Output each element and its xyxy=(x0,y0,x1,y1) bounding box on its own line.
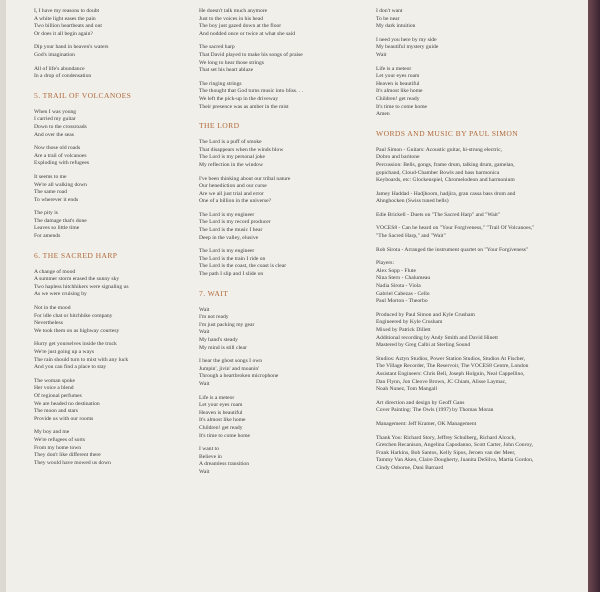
lyric-line: The Lord is the train I ride on xyxy=(199,255,266,262)
lyric-line: Provide us with our rooms xyxy=(34,415,94,422)
lyric-line: Our benediction and our curse xyxy=(199,183,267,190)
lyric-line: The boy just gazed down at the floor xyxy=(199,23,282,30)
lyric-stanza xyxy=(199,307,359,353)
lyric-line: Wait xyxy=(199,380,210,387)
credit-line: Dobro and baritone xyxy=(376,154,420,161)
lyric-line: And over the seas xyxy=(34,131,74,138)
lyric-line: Deep in the valley, elusive xyxy=(199,234,259,241)
lyrics-column-left xyxy=(34,8,184,467)
lyric-line: The Lord is a puff of smoke xyxy=(199,139,262,146)
lyric-line: My boy and me xyxy=(34,429,70,436)
lyric-stanza xyxy=(34,305,184,335)
credit-block xyxy=(376,421,581,429)
lyric-line: Heaven is beautiful xyxy=(376,80,420,87)
credit-line: Gabriel Cabezas - Cello xyxy=(376,290,430,297)
lyric-line: Just to the voices in his head xyxy=(199,15,264,22)
lyric-line: Let your eyes roam xyxy=(199,402,243,409)
lyrics-column-middle xyxy=(199,8,359,477)
lyric-stanza xyxy=(199,358,359,388)
lyric-stanza xyxy=(34,378,184,424)
lyric-line: To wherever it ends xyxy=(34,196,79,203)
credit-line: Nina Stern - Chalumeau xyxy=(376,275,431,282)
lyric-line: For idle chat or hitchhike company xyxy=(34,312,113,319)
lyric-stanza xyxy=(34,145,184,168)
lyric-line: Let your eyes roam xyxy=(376,73,420,80)
lyric-line: And nodded once or twice at what she said xyxy=(199,30,295,37)
credit-line: Percussion: Bells, gongs, frame drum, talking drum, gamelan, xyxy=(376,161,515,168)
lyric-line: That set his heart ablaze xyxy=(199,67,254,74)
section-heading: 7. WAIT xyxy=(199,288,229,298)
credit-block xyxy=(376,225,581,240)
lyric-stanza xyxy=(199,446,359,476)
lyric-line: Or does it all begin again? xyxy=(34,30,93,37)
lyric-line: It's time to come home xyxy=(376,103,428,110)
lyric-stanza xyxy=(34,341,184,371)
lyric-stanza xyxy=(199,212,359,242)
lyric-line: My mind is still clear xyxy=(199,344,247,351)
lyric-line: When I was young xyxy=(34,108,77,115)
lyric-line: Two billion heartbeats and out xyxy=(34,23,102,30)
lyric-line: The moon and stars xyxy=(34,408,78,415)
lyric-line: I, I have my reasons to doubt xyxy=(34,8,100,14)
lyric-line: In a drop of condensation xyxy=(34,73,92,80)
lyric-line: The rain should turn to mist with any luck xyxy=(34,356,129,363)
lyric-line: Wait xyxy=(199,329,210,336)
lyric-line: We long to hear those strings xyxy=(199,59,264,66)
lyric-line: Nevertheless xyxy=(34,320,63,327)
lyric-line: For amends xyxy=(34,233,61,240)
lyric-line: They don't like different there xyxy=(34,452,101,459)
credit-block xyxy=(376,191,581,206)
section-heading: THE LORD xyxy=(199,121,240,131)
lyrics-and-credits-column-right xyxy=(376,8,581,473)
lyric-line: Are we all just trial and error xyxy=(199,190,264,197)
lyric-line: Down to the crossroads xyxy=(34,123,87,130)
lyric-line: Life is a meteor xyxy=(376,65,412,72)
lyric-line: It's time to come home xyxy=(199,432,251,439)
lyric-line: The Lord is my engineer xyxy=(199,211,255,218)
credit-line: Nadia Sirota - Viola xyxy=(376,283,421,290)
lyric-stanza xyxy=(199,81,359,111)
lyric-line: I hear the ghost songs I own xyxy=(199,358,263,365)
lyric-line: We are headed no destination xyxy=(34,400,100,407)
lyric-line: We're just going up a ways xyxy=(34,349,95,355)
lyric-line: Leaves so little time xyxy=(34,225,80,232)
lyric-line: Her voice a blend xyxy=(34,385,74,392)
lyric-line: The same road xyxy=(34,189,67,196)
lyric-line: We're refugees of sorts xyxy=(34,436,86,443)
credit-line: Mixed by Patrick Dillett xyxy=(376,327,431,333)
credit-line: Jamey Haddad - Hadjhoom, hadjira, gran cassa bass drum and xyxy=(376,190,516,197)
lyric-line: It seems to me xyxy=(34,173,67,180)
credit-line: Noah Nunez, Tom Mangall xyxy=(376,386,438,393)
lyric-line: Dip your hand in heaven's waters xyxy=(34,44,109,51)
lyric-line: Now those old roads xyxy=(34,145,81,152)
lyric-line: Through a heartbroken microphone xyxy=(199,373,279,380)
lyric-line: All of life's abundance xyxy=(34,65,85,72)
section-heading: 5. TRAIL OF VOLCANOES xyxy=(34,90,132,100)
lyric-stanza xyxy=(34,174,184,204)
lyric-line: The pity is xyxy=(34,210,58,217)
credit-line: Alex Sopp - Flute xyxy=(376,267,416,274)
credit-block xyxy=(376,260,581,306)
lyric-stanza xyxy=(34,429,184,467)
credit-line: Gretchen Recanison, Angelina Capodanno, Scott Carter, John Conroy, xyxy=(376,442,534,449)
lyric-line: One of a billion in the universe? xyxy=(199,198,272,205)
credit-block xyxy=(376,435,581,473)
credit-line: Cover Painting: The Owls (1997) by Thomas Moran xyxy=(376,407,494,414)
credit-line: Frank Harkins, Bob Santos, Kelly Sipos, Jeroen van der Meer, xyxy=(376,449,516,456)
credit-line: Mastered by Greg Calbi at Sterling Sound xyxy=(376,342,471,349)
credit-line: "The Sacred Harp," and "Wait" xyxy=(376,233,446,240)
lyric-line: My hand's steady xyxy=(199,337,238,343)
lyric-line: The Lord is my record producer xyxy=(199,219,271,226)
lyric-line: The woman spoke xyxy=(34,377,76,384)
lyric-stanza xyxy=(34,109,184,139)
section-heading: 6. THE SACRED HARP xyxy=(34,250,118,260)
lyric-line: Not in the mood xyxy=(34,305,71,312)
lyric-line: Life is a meteor xyxy=(199,394,235,401)
lyric-line: From my home town xyxy=(34,444,82,451)
lyric-line: A dreamless transition xyxy=(199,461,250,468)
credit-block xyxy=(376,147,581,185)
lyric-line: Of regional perfumes xyxy=(34,392,82,399)
lyric-line: Are a trail of volcanoes xyxy=(34,152,87,159)
section-heading: WORDS AND MUSIC BY PAUL SIMON xyxy=(376,128,519,138)
lyric-line: I've been thinking about our tribal nature xyxy=(199,175,291,182)
lyric-stanza xyxy=(199,44,359,74)
credit-line: The Village Recorder, The Reservoir, The VOCES8 Centre, London xyxy=(376,363,529,370)
lyric-line: Jumpin', jivin' and moanin' xyxy=(199,365,260,372)
lyric-line: The ringing strings xyxy=(199,80,242,87)
lyric-line: I want to xyxy=(199,446,219,453)
lyric-line: The thought that God turns music into bliss. . . xyxy=(199,88,304,95)
credit-line: VOCES8 - Can be heard on "Your Forgiveness," "Trail Of Volcanoes," xyxy=(376,225,535,232)
lyric-line: I'm not ready xyxy=(199,314,229,321)
lyric-line: Amen xyxy=(376,111,390,118)
credit-line: Rob Sirota - Arranged the instrument quartet on "Your Forgiveness" xyxy=(376,246,529,253)
lyric-line: That David played to make his songs of praise xyxy=(199,51,303,58)
lyric-line: He doesn't talk much anymore xyxy=(199,8,268,14)
lyric-stanza xyxy=(376,66,581,119)
credit-line: Additional recording by Andy Smith and David Hinett xyxy=(376,334,498,341)
lyric-line: My dark intuition xyxy=(376,23,416,30)
lyric-line: The sacred harp xyxy=(199,44,235,51)
page-edge-shadow xyxy=(588,0,600,592)
credit-block xyxy=(376,312,581,350)
liner-notes-page xyxy=(6,0,588,592)
lyric-stanza xyxy=(34,210,184,240)
lyric-line: We left the pick-up in the driveway xyxy=(199,95,279,102)
lyric-stanza xyxy=(376,8,581,31)
lyric-line: I don't want xyxy=(376,8,403,14)
lyric-stanza xyxy=(34,44,184,59)
lyric-line: I need you here by my side xyxy=(376,36,437,43)
credit-line: Produced by Paul Simon and Kyle Crusham xyxy=(376,311,475,318)
lyric-stanza xyxy=(199,139,359,169)
lyric-stanza xyxy=(34,8,184,38)
lyric-line: Wait xyxy=(376,51,387,58)
lyric-line: I'm just packing my gear xyxy=(199,321,255,328)
credit-line: gopichand, Cloud-Chamber Bowls and bass harmonica xyxy=(376,169,500,176)
credit-line: Thank You: Richard Story, Jeffrey Schulberg, Richard Alcock, xyxy=(376,434,516,441)
credit-block xyxy=(376,212,581,220)
lyric-line: And you can find a place to stay xyxy=(34,364,107,371)
lyric-line: The damage that's done xyxy=(34,217,87,224)
lyric-line: We took them on as highway courtesy xyxy=(34,327,120,334)
lyric-line: Wait xyxy=(199,468,210,475)
credit-line: Paul Morton - Theorbo xyxy=(376,298,428,305)
lyric-line: The path I slip and I slide on xyxy=(199,271,264,278)
lyric-stanza xyxy=(34,66,184,81)
lyric-line: Children! get ready xyxy=(199,424,243,431)
lyric-line: I carried my guitar xyxy=(34,116,76,123)
lyric-line: The Lord is my engineer xyxy=(199,248,255,255)
lyric-line: A change of mood xyxy=(34,268,76,275)
credit-line: Dan Flynn, Jon Cleove Brown, JC Chiam, Alisse Laymac, xyxy=(376,378,507,385)
credit-line: Management: Jeff Kramer, OK Management xyxy=(376,420,477,427)
credit-line: Tammy Van Aken, Claire Dougherty, Juanita DeSilva, Martia Gordon, xyxy=(376,457,534,464)
lyric-line: The Lord is the coast, the coast is clear xyxy=(199,263,287,270)
lyric-line: Two hapless hitchhikers were signaling us xyxy=(34,283,129,290)
credit-line: Edie Brickell - Duets on "The Sacred Harp" and "Wait" xyxy=(376,211,501,218)
lyric-line: Heaven is beautiful xyxy=(199,409,243,416)
credit-line: Ahnghocken (Swiss tuned bells) xyxy=(376,198,449,205)
lyric-line: The Lord is my personal joke xyxy=(199,154,266,161)
lyric-line: Their presence was as amber in the mist xyxy=(199,103,289,110)
lyric-line: To be near xyxy=(376,15,400,22)
lyric-stanza xyxy=(199,176,359,206)
credit-line: Keyboards, etc: Glockenspiel, Chromelodeon and harmonium xyxy=(376,177,515,184)
credit-block xyxy=(376,356,581,394)
lyric-line: God's imagination xyxy=(34,51,75,58)
credit-line: Players: xyxy=(376,260,395,267)
lyric-line: My reflection in the window xyxy=(199,161,264,168)
lyric-line: We're all walking down xyxy=(34,181,87,188)
lyric-line: It's almost like home xyxy=(376,88,423,95)
credit-line: Studios: Aztyn Studios, Power Station Studios, Studios At Fischer, xyxy=(376,355,526,362)
lyric-line: Wait xyxy=(199,306,210,313)
credit-line: Paul Simon - Guitars: Acoustic guitar, hi-strung electric, xyxy=(376,146,503,153)
lyric-stanza xyxy=(34,269,184,299)
credit-line: Cindy Osborne, Dani Barnard xyxy=(376,464,444,471)
credit-block xyxy=(376,247,581,255)
lyric-stanza xyxy=(199,395,359,441)
lyric-line: My beautiful mystery guide xyxy=(376,44,439,51)
lyric-line: Believe in xyxy=(199,453,222,460)
lyric-line: Children! get ready xyxy=(376,95,420,102)
credit-line: Art direction and design by Geoff Gans xyxy=(376,399,465,406)
lyric-line: That disappears when the winds blow xyxy=(199,146,284,153)
lyric-line: Hurry get yourselves inside the truck xyxy=(34,341,117,348)
lyric-stanza xyxy=(199,8,359,38)
credit-block xyxy=(376,400,581,415)
credit-line: Engineered by Kyle Crusham xyxy=(376,319,443,326)
lyric-stanza xyxy=(199,248,359,278)
lyric-line: It's almost like home xyxy=(199,417,246,424)
lyric-stanza xyxy=(376,37,581,60)
lyric-line: A summer storm erased the sunny sky xyxy=(34,276,120,283)
lyric-line: The Lord is the music I hear xyxy=(199,227,263,234)
lyric-line: A white light eases the pain xyxy=(34,15,96,22)
lyric-line: They would have mowed us down xyxy=(34,459,111,466)
lyric-line: Exploding with refugees xyxy=(34,160,89,167)
lyric-line: As we were cruising by xyxy=(34,291,87,298)
credit-line: Assistant Engineers: Chris Bell, Joseph Holguin, Neal Cappellino, xyxy=(376,370,525,377)
